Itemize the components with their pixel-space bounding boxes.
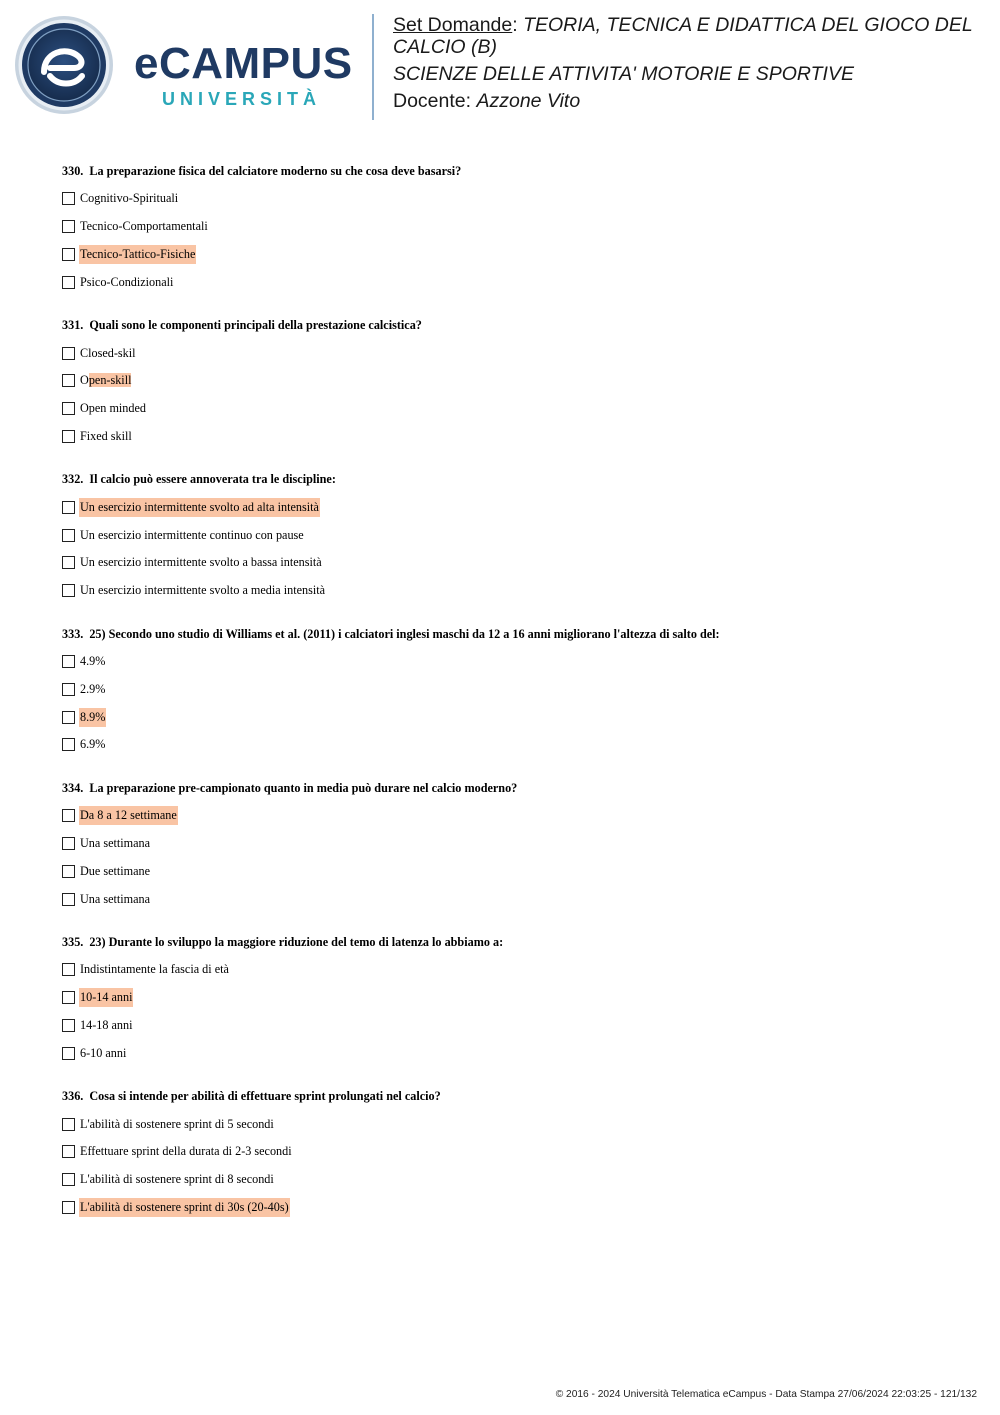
answer-checkbox[interactable] — [62, 556, 75, 569]
answer-text: Open minded — [80, 401, 147, 416]
question-number: 336. — [62, 1089, 84, 1104]
docente-label: Docente: — [393, 90, 472, 112]
question-text: 25) Secondo uno studio di Williams et al. (2011) i calciatori inglesi maschi da 12 a 16 anni migliorano l'altezza di salto del: — [89, 626, 720, 641]
answer-text: 6.9% — [80, 737, 106, 752]
answer-text: 6-10 anni — [80, 1045, 127, 1060]
question-list — [62, 163, 982, 1242]
answer-text: L'abilità di sostenere sprint di 8 secondi — [80, 1172, 274, 1187]
brand-subtitle: UNIVERSITÀ — [162, 89, 322, 109]
answer-checkbox[interactable] — [62, 501, 75, 514]
answer-checkbox[interactable] — [62, 991, 75, 1004]
question-title — [62, 780, 982, 796]
answer-text: Closed-skil — [80, 345, 136, 360]
answer-option[interactable] — [62, 423, 982, 451]
header-divider — [372, 14, 374, 120]
header-info — [393, 14, 983, 112]
answer-option[interactable] — [62, 1166, 982, 1194]
question-block — [62, 780, 982, 913]
answer-checkbox[interactable] — [62, 1145, 75, 1158]
answer-checkbox[interactable] — [62, 837, 75, 850]
answer-option[interactable] — [62, 1039, 982, 1067]
answer-option[interactable] — [62, 1110, 982, 1138]
answer-text: Psico-Condizionali — [80, 274, 174, 289]
answer-checkbox[interactable] — [62, 711, 75, 724]
answer-text-highlighted — [79, 371, 132, 390]
course-name: SCIENZE DELLE ATTIVITA' MOTORIE E SPORTIVE — [393, 63, 854, 85]
answer-option[interactable] — [62, 367, 982, 395]
answer-checkbox[interactable] — [62, 1047, 75, 1060]
footer-copyright: © 2016 - 2024 Università Telematica eCampus - Data Stampa 27/06/2024 22:03:25 - 121/132 — [555, 1389, 977, 1400]
answer-option[interactable] — [62, 984, 982, 1012]
answer-option[interactable] — [62, 675, 982, 703]
answer-option[interactable] — [62, 1194, 982, 1222]
question-text: 23) Durante lo sviluppo la maggiore riduzione del temo di latenza lo abbiamo a: — [89, 934, 504, 949]
question-text: La preparazione fisica del calciatore moderno su che cosa deve basarsi? — [89, 164, 462, 178]
answer-option[interactable] — [62, 703, 982, 731]
question-text: Quali sono le componenti principali della prestazione calcistica? — [89, 318, 422, 333]
question-title — [62, 163, 982, 179]
answer-text: Una settimana — [80, 891, 151, 906]
answer-text: Due settimane — [80, 863, 151, 878]
answer-checkbox[interactable] — [62, 1118, 75, 1131]
answer-option[interactable] — [62, 577, 982, 605]
question-title — [62, 934, 982, 950]
question-number: 335. — [62, 934, 84, 949]
answer-text: 4.9% — [80, 653, 106, 668]
answer-option[interactable] — [62, 339, 982, 367]
answer-option[interactable] — [62, 521, 982, 549]
question-block — [62, 317, 982, 450]
docente-name: Azzone Vito — [476, 90, 581, 112]
answer-text: 2.9% — [80, 681, 106, 696]
answer-option[interactable] — [62, 802, 982, 830]
question-number: 334. — [62, 780, 84, 795]
answer-text-highlighted: L'abilità di sostenere sprint di 30s (20-40s) — [79, 1198, 290, 1217]
answer-option[interactable] — [62, 830, 982, 858]
question-text: Cosa si intende per abilità di effettuare sprint prolungati nel calcio? — [89, 1089, 441, 1104]
set-title: TEORIA, TECNICA E DIDATTICA DEL GIOCO DEL CALCIO (B) — [393, 14, 973, 58]
question-block — [62, 934, 982, 1067]
answer-text: Tecnico-Comportamentali — [80, 219, 208, 234]
ecampus-logo — [14, 14, 359, 118]
answer-checkbox[interactable] — [62, 1019, 75, 1032]
answer-checkbox[interactable] — [62, 529, 75, 542]
answer-checkbox[interactable] — [62, 584, 75, 597]
answer-checkbox[interactable] — [62, 865, 75, 878]
answer-checkbox[interactable] — [62, 192, 75, 205]
answer-checkbox[interactable] — [62, 248, 75, 261]
question-block — [62, 626, 982, 759]
answer-option[interactable] — [62, 493, 982, 521]
question-number: 331. — [62, 318, 84, 333]
answer-checkbox[interactable] — [62, 738, 75, 751]
answer-checkbox[interactable] — [62, 347, 75, 360]
answer-option[interactable] — [62, 241, 982, 269]
answer-text: Un esercizio intermittente svolto a bassa intensità — [80, 555, 322, 570]
question-title — [62, 626, 982, 642]
brand-name: eCAMPUS — [134, 39, 353, 88]
answer-checkbox[interactable] — [62, 809, 75, 822]
answer-text-highlighted: Un esercizio intermittente svolto ad alta intensità — [79, 498, 320, 517]
question-block — [62, 163, 982, 296]
answer-option[interactable] — [62, 1138, 982, 1166]
answer-option[interactable] — [62, 1012, 982, 1040]
answer-text-highlighted: 8.9% — [79, 708, 106, 727]
answer-text-prefix: O — [80, 373, 89, 388]
question-title — [62, 471, 982, 487]
answer-checkbox[interactable] — [62, 655, 75, 668]
answer-text: Fixed skill — [80, 428, 132, 443]
answer-option[interactable] — [62, 731, 982, 759]
question-number: 332. — [62, 472, 84, 487]
set-domande-separator: : — [512, 14, 518, 36]
answer-text: Effettuare sprint della durata di 2-3 secondi — [80, 1144, 292, 1159]
question-block — [62, 1088, 982, 1221]
answer-checkbox[interactable] — [62, 1201, 75, 1214]
question-text: Il calcio può essere annoverata tra le discipline: — [89, 472, 336, 487]
answer-text-highlight: pen-skill — [88, 373, 132, 388]
answer-option[interactable] — [62, 549, 982, 577]
answer-text-highlighted: Da 8 a 12 settimane — [79, 806, 178, 825]
answer-option[interactable] — [62, 268, 982, 296]
answer-checkbox[interactable] — [62, 276, 75, 289]
answer-checkbox[interactable] — [62, 402, 75, 415]
answer-checkbox[interactable] — [62, 430, 75, 443]
answer-text: Un esercizio intermittente continuo con pause — [80, 527, 304, 542]
answer-text: 14-18 anni — [80, 1017, 133, 1032]
docente-line — [393, 90, 983, 112]
set-domande-label: Set Domande — [393, 14, 513, 36]
question-block — [62, 471, 982, 604]
course-line — [393, 63, 983, 85]
answer-option[interactable] — [62, 395, 982, 423]
set-domande-line — [393, 14, 983, 58]
answer-option[interactable] — [62, 956, 982, 984]
answer-text: Un esercizio intermittente svolto a media intensità — [80, 583, 326, 598]
answer-text: Una settimana — [80, 835, 151, 850]
answer-checkbox[interactable] — [62, 893, 75, 906]
answer-option[interactable] — [62, 857, 982, 885]
answer-option[interactable] — [62, 185, 982, 213]
answer-checkbox[interactable] — [62, 374, 75, 387]
answer-checkbox[interactable] — [62, 683, 75, 696]
answer-checkbox[interactable] — [62, 220, 75, 233]
answer-option[interactable] — [62, 885, 982, 913]
answer-text: Cognitivo-Spirituali — [80, 191, 179, 206]
answer-checkbox[interactable] — [62, 1173, 75, 1186]
answer-option[interactable] — [62, 213, 982, 241]
answer-text-highlighted: Tecnico-Tattico-Fisiche — [79, 245, 196, 264]
question-title — [62, 317, 982, 333]
question-number: 330. — [62, 164, 84, 178]
answer-option[interactable] — [62, 648, 982, 676]
question-title — [62, 1088, 982, 1104]
question-text: La preparazione pre-campionato quanto in media può durare nel calcio moderno? — [89, 780, 518, 795]
answer-text: Indistintamente la fascia di età — [80, 962, 229, 977]
answer-checkbox[interactable] — [62, 963, 75, 976]
answer-text-highlighted: 10-14 anni — [79, 988, 133, 1007]
answer-text: L'abilità di sostenere sprint di 5 secondi — [80, 1116, 274, 1131]
question-number: 333. — [62, 626, 84, 641]
